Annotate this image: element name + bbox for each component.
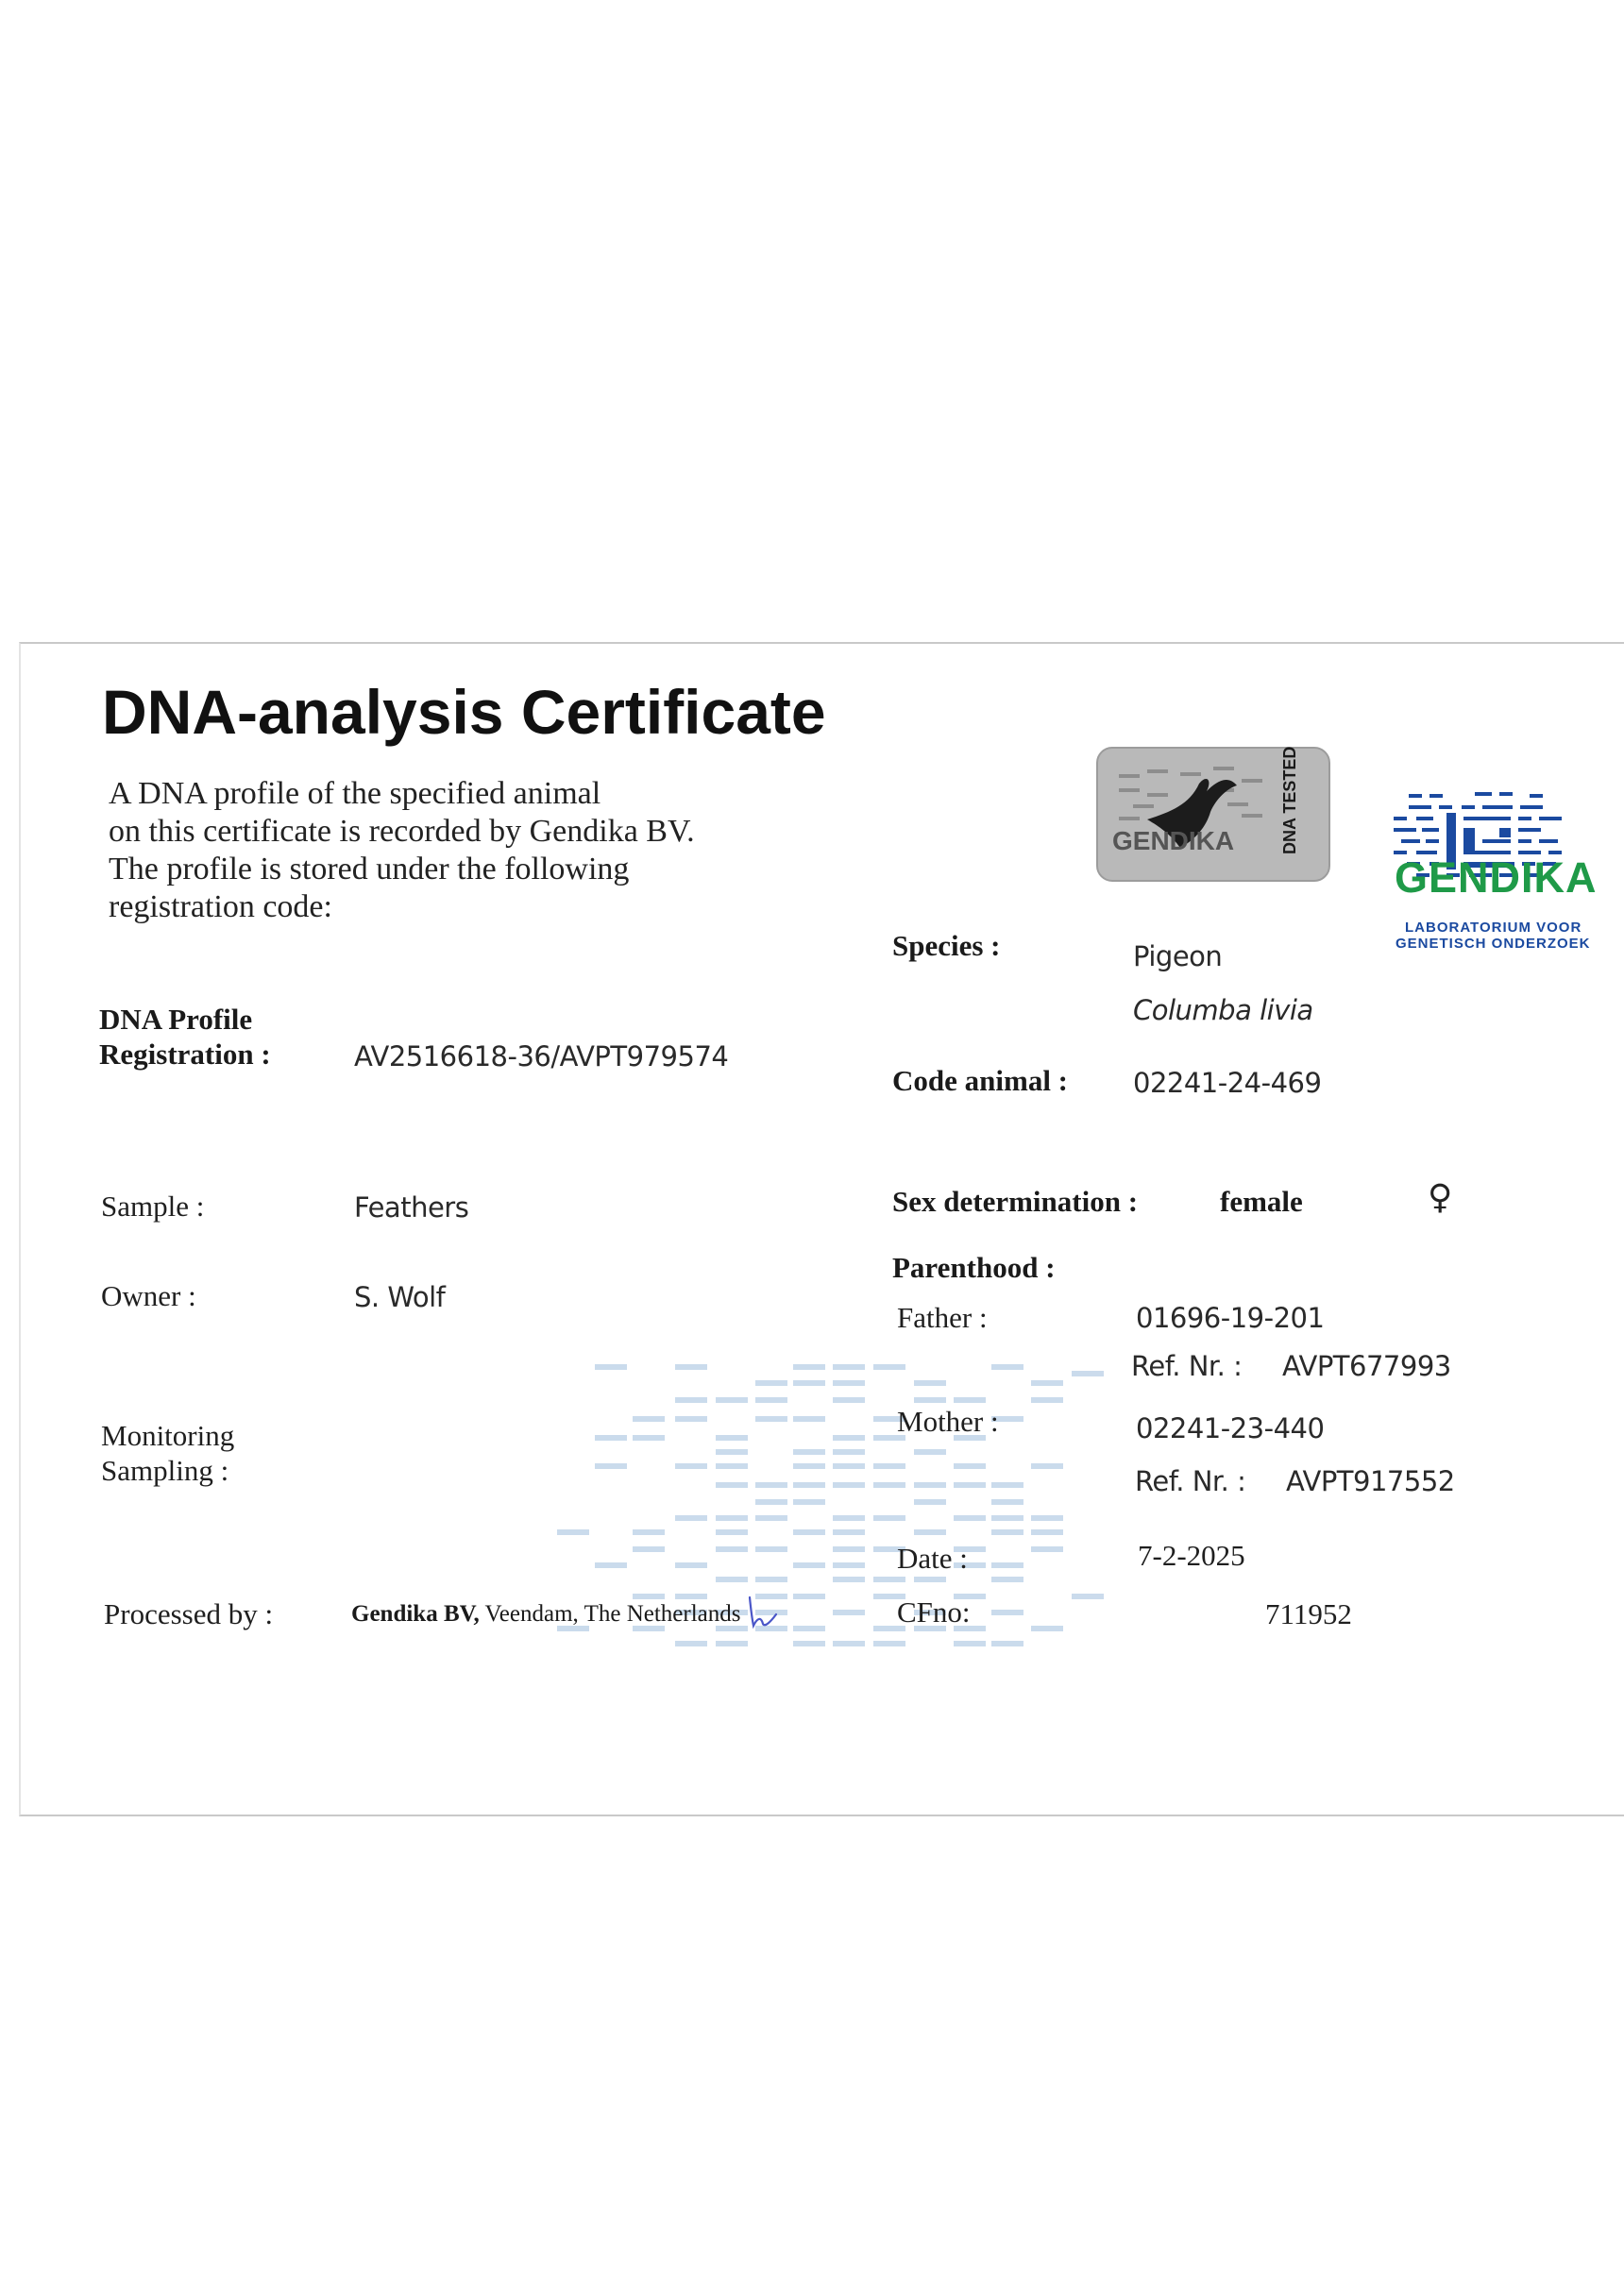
intro-line-4: registration code: [109, 889, 332, 924]
gendika-logo-sub-2: GENETISCH ONDERZOEK [1396, 936, 1591, 952]
father-label: Father : [897, 1301, 988, 1334]
processed-company: Gendika BV, [351, 1601, 480, 1627]
sample-value: Feathers [354, 1191, 469, 1224]
cfno-label: CFno: [897, 1595, 971, 1629]
species-label: Species : [892, 929, 1001, 962]
female-symbol-icon: ♀ [1428, 1178, 1453, 1217]
sex-value: female [1220, 1185, 1303, 1218]
registration-value: AV2516618-36/AVPT979574 [354, 1040, 729, 1072]
sample-label: Sample : [101, 1190, 205, 1223]
owner-label: Owner : [101, 1279, 196, 1312]
species-common: Pigeon [1133, 940, 1223, 972]
dna-profile-label: DNA Profile [99, 1003, 253, 1036]
dna-tested-seal [1095, 746, 1331, 883]
certificate-title: DNA-analysis Certificate [102, 677, 826, 747]
sampling-label: Sampling : [101, 1454, 229, 1487]
gendika-logo-name: GENDIKA [1395, 853, 1598, 902]
date-label: Date : [897, 1542, 968, 1575]
intro-line-1: A DNA profile of the specified animal [109, 776, 601, 811]
owner-value: S. Wolf [354, 1281, 446, 1313]
sex-determination-label: Sex determination : [892, 1185, 1139, 1218]
seal-badge-text: DNA TESTED [1280, 746, 1299, 854]
monitoring-label: Monitoring [101, 1419, 235, 1452]
mother-ref-value: AVPT917552 [1286, 1465, 1455, 1497]
signature-mark [744, 1594, 782, 1631]
seal-brand-text: GENDIKA [1112, 826, 1235, 855]
processed-by-value [351, 1601, 741, 1628]
processed-place: Veendam, The Netherlands [479, 1601, 741, 1627]
father-value: 01696-19-201 [1136, 1302, 1325, 1334]
father-ref-label: Ref. Nr. : [1131, 1350, 1243, 1382]
dna-bands-watermark [548, 1350, 1114, 1709]
registration-label: Registration : [99, 1038, 271, 1071]
parenthood-label: Parenthood : [892, 1251, 1056, 1284]
mother-ref-label: Ref. Nr. : [1135, 1465, 1246, 1497]
species-latin: Columba livia [1133, 994, 1313, 1026]
intro-line-3: The profile is stored under the following [109, 852, 630, 886]
gendika-logo-sub-1: LABORATORIUM VOOR [1405, 920, 1582, 936]
processed-by-label: Processed by : [104, 1597, 274, 1630]
code-animal-label: Code animal : [892, 1064, 1068, 1097]
mother-value: 02241-23-440 [1136, 1412, 1325, 1444]
intro-line-2: on this certificate is recorded by Gendika BV. [109, 814, 695, 849]
cfno-value: 711952 [1265, 1597, 1352, 1630]
father-ref-value: AVPT677993 [1282, 1350, 1451, 1382]
mother-label: Mother : [897, 1405, 999, 1438]
date-value: 7-2-2025 [1138, 1539, 1245, 1572]
code-animal-value: 02241-24-469 [1133, 1067, 1322, 1099]
